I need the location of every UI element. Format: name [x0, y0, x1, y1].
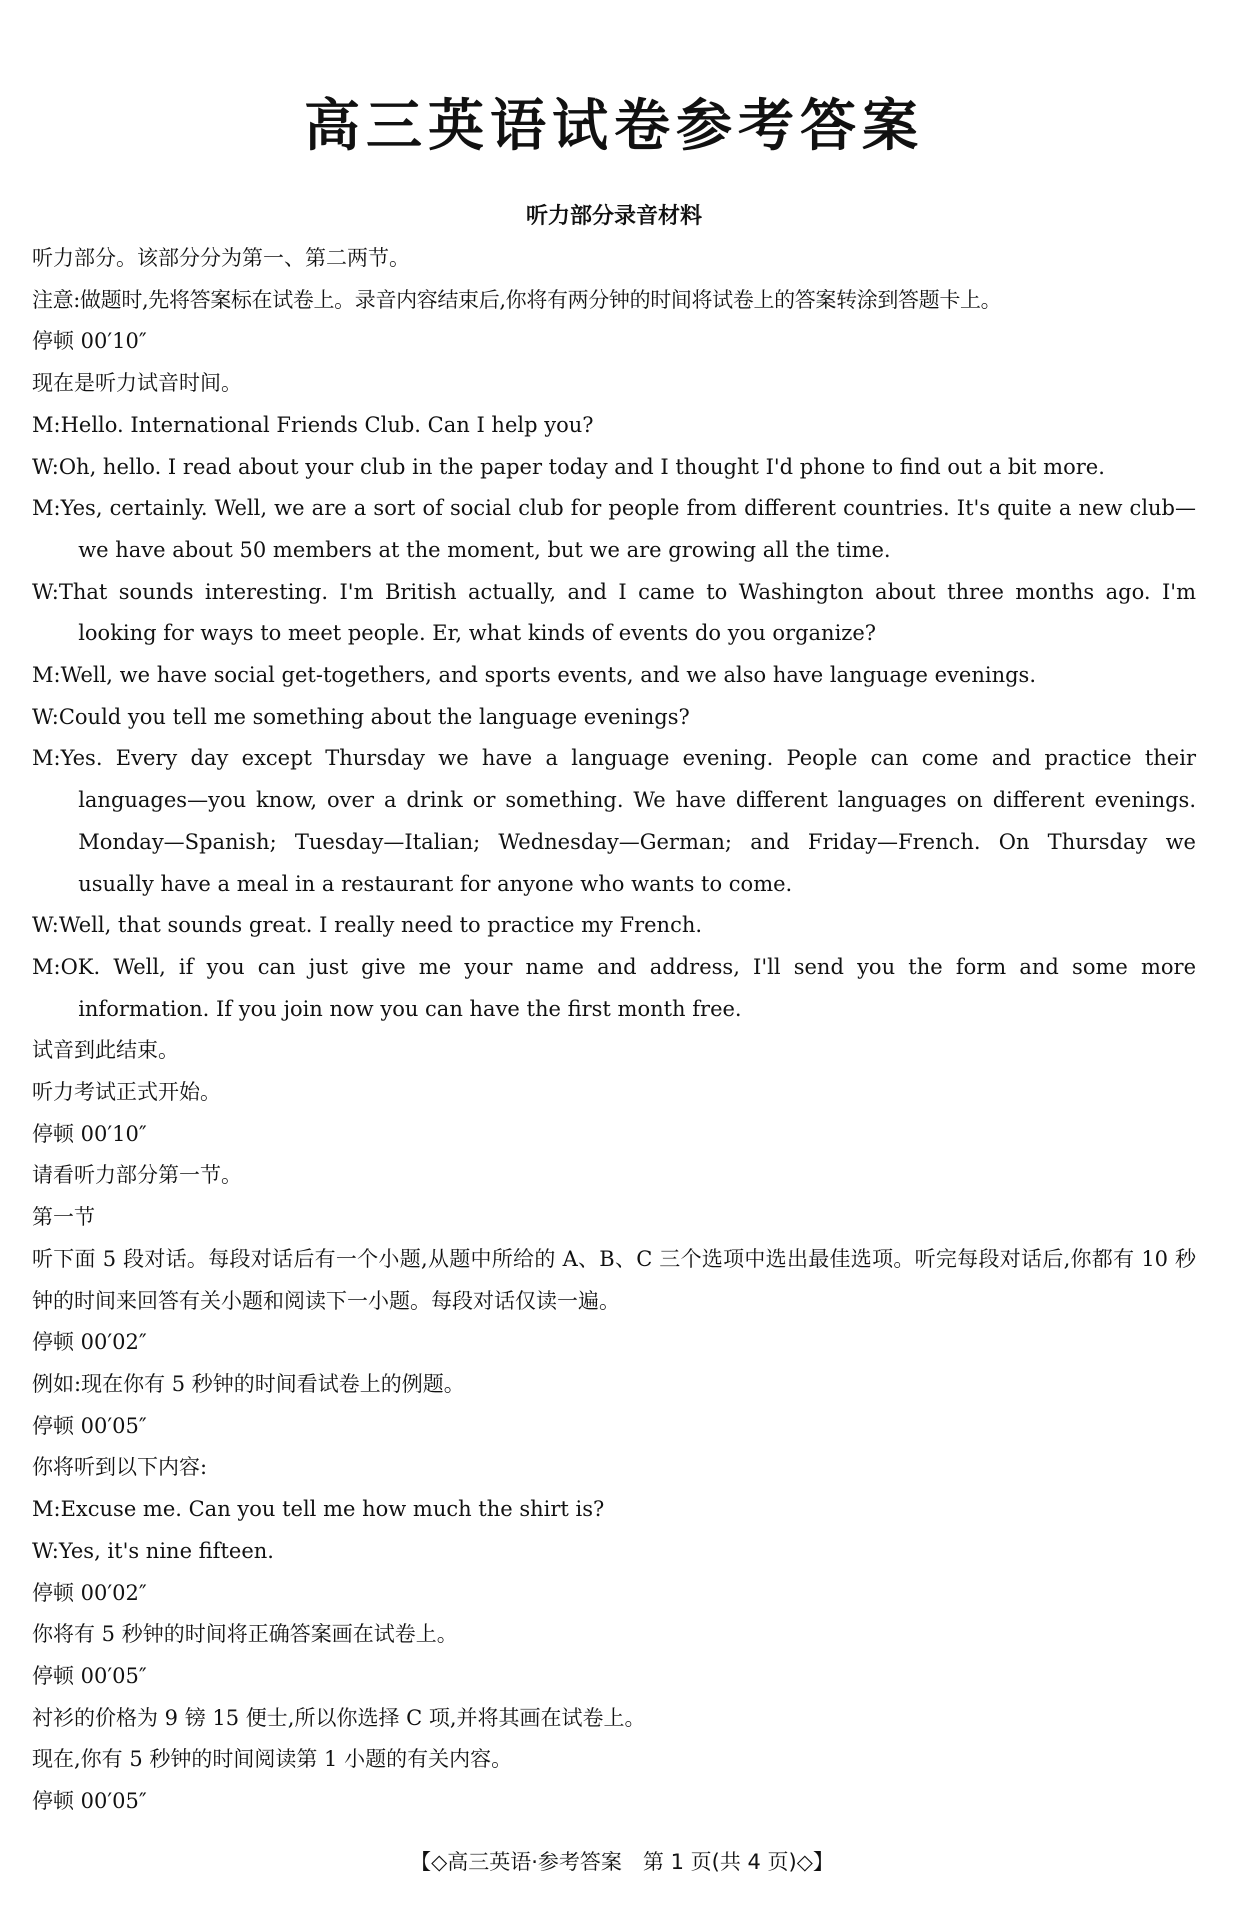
dialogue-line: M:Well, we have social get-togethers, and sports events, and we also have language evenings. [32, 663, 1037, 688]
dialogue-line: W:Oh, hello. I read about your club in the paper today and I thought I'd phone to find out a bit more. [32, 454, 1105, 479]
paragraph: 你将有 5 秒钟的时间将正确答案画在试卷上。 [32, 1622, 458, 1647]
paragraph: 现在,你有 5 秒钟的时间阅读第 1 小题的有关内容。 [32, 1747, 513, 1772]
paragraph: 你将听到以下内容: [32, 1455, 208, 1480]
dialogue-line: M:OK. Well, if you can just give me your name and address, I'll send you the form and some more information. If you join now you can have the first month free. [32, 954, 1196, 1021]
dialogue-line: W:Could you tell me something about the language evenings? [32, 704, 690, 729]
pause-marker: 停顿 00′02″ [32, 1580, 147, 1605]
section-subtitle: 听力部分录音材料 [525, 204, 702, 229]
section-heading: 第一节 [32, 1205, 95, 1230]
document-title: 高三英语试卷参考答案 [304, 94, 924, 159]
paragraph: 现在是听力试音时间。 [32, 371, 242, 396]
dialogue-line: M:Yes, certainly. Well, we are a sort of social club for people from different countries. It's quite a new club—we have about 50 members at the moment, but we are growing all the time. [32, 496, 1196, 562]
pause-marker: 停顿 00′02″ [32, 1330, 147, 1355]
dialogue-line: M:Excuse me. Can you tell me how much the shirt is? [32, 1497, 605, 1522]
paragraph: 注意:做题时,先将答案标在试卷上。录音内容结束后,你将有两分钟的时间将试卷上的答案转涂到答题卡上。 [32, 287, 1002, 312]
transcript-body [32, 238, 1196, 1823]
dialogue-line: M:Yes. Every day except Thursday we have a language evening. People can come and practice their languages—you know, over a drink or something. We have different languages on different evenings. Monday—Spanish; Tuesday—Italian; Wednesday—German; and Friday—French. On Thursday we usually have a meal in a restaurant for anyone who wants to come. [32, 746, 1196, 896]
dialogue-line: W:Yes, it's nine fifteen. [32, 1538, 274, 1563]
page-footer: 【◇高三英语·参考答案 第 1 页(共 4 页)◇】 [410, 1850, 834, 1874]
pause-marker: 停顿 00′10″ [32, 1121, 147, 1146]
pause-marker: 停顿 00′05″ [32, 1413, 147, 1438]
pause-marker: 停顿 00′05″ [32, 1789, 147, 1814]
dialogue-line: W:That sounds interesting. I'm British actually, and I came to Washington about three months ago. I'm looking for ways to meet people. Er, what kinds of events do you organize? [32, 579, 1196, 646]
pause-marker: 停顿 00′05″ [32, 1663, 147, 1688]
paragraph: 衬衫的价格为 9 镑 15 便士,所以你选择 C 项,并将其画在试卷上。 [32, 1705, 646, 1730]
paragraph: 例如:现在你有 5 秒钟的时间看试卷上的例题。 [32, 1371, 465, 1396]
dialogue-line: M:Hello. International Friends Club. Can I help you? [32, 412, 594, 437]
paragraph: 请看听力部分第一节。 [32, 1163, 242, 1188]
paragraph: 听力部分。该部分分为第一、第二两节。 [32, 246, 410, 270]
pause-marker: 停顿 00′10″ [32, 329, 147, 354]
paragraph: 听下面 5 段对话。每段对话后有一个小题,从题中所给的 A、B、C 三个选项中选出最佳选项。听完每段对话后,你都有 10 秒钟的时间来回答有关小题和阅读下一小题。每段对话仅读一遍。 [32, 1246, 1196, 1313]
paragraph: 试音到此结束。 [32, 1038, 179, 1063]
dialogue-line: W:Well, that sounds great. I really need to practice my French. [32, 913, 703, 938]
paragraph: 听力考试正式开始。 [32, 1080, 221, 1105]
